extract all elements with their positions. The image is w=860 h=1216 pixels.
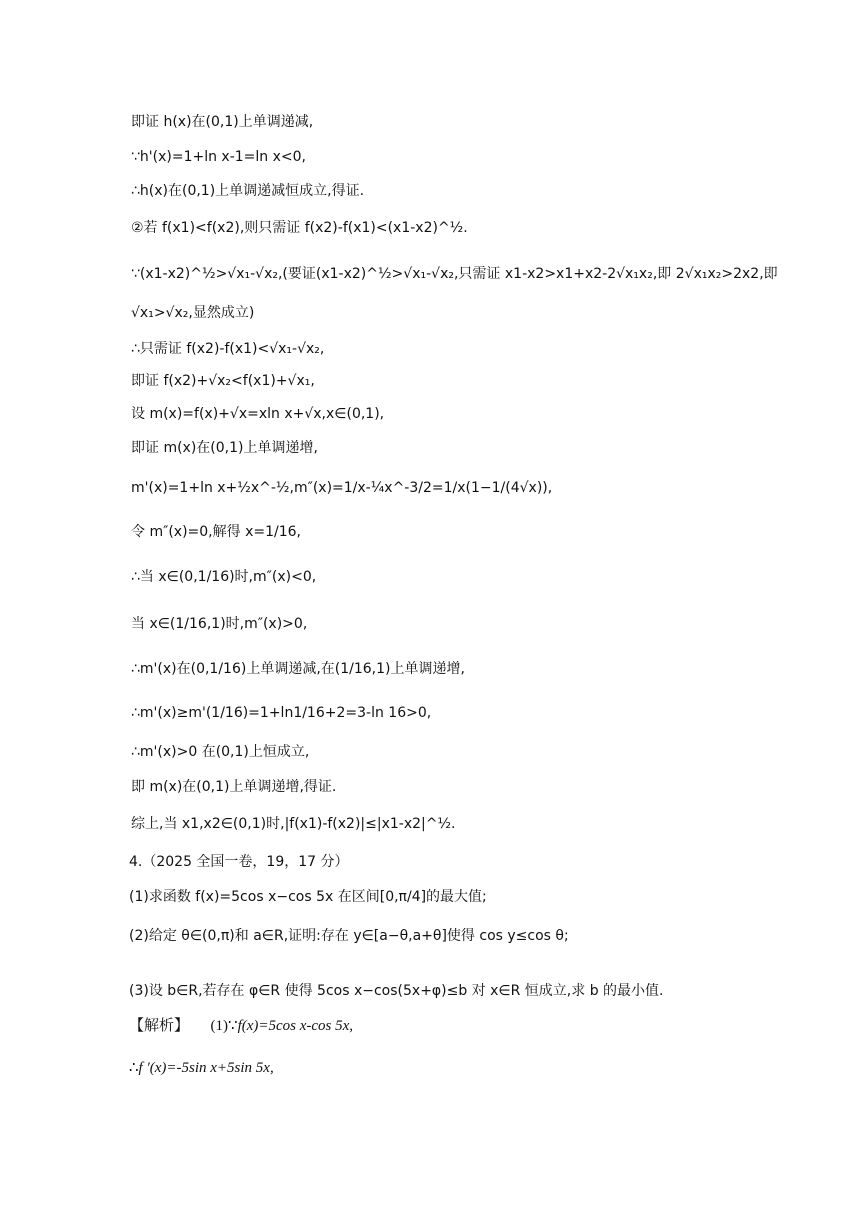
solution-line-2: [129, 1058, 820, 1078]
question-2: (2)给定 θ∈(0,π)和 a∈R,证明:存在 y∈[a−θ,a+θ]使得 cos y≤cos θ;: [129, 928, 569, 944]
proof-line-19: 综上,当 x1,x2∈(0,1)时,|f(x1)-f(x2)|≤|x1-x2|^½.: [131, 816, 456, 832]
solution-step1-prefix: (1)∵: [210, 1018, 238, 1034]
proof-line-2: ∵h'(x)=1+ln x-1=ln x<0,: [131, 149, 306, 165]
solution-line-1: [129, 1016, 820, 1036]
proof-line-17: ∴m'(x)>0 在(0,1)上恒成立,: [131, 744, 310, 760]
proof-line-6: √x₁>√x₂,显然成立): [131, 305, 255, 321]
solution-step1-body: f(x)=5cos x-cos 5x,: [237, 1018, 354, 1034]
proof-line-14: 当 x∈(1/16,1)时,m″(x)>0,: [131, 616, 308, 632]
proof-line-10: 即证 m(x)在(0,1)上单调递增,: [131, 440, 318, 456]
proof-line-1: 即证 h(x)在(0,1)上单调递减,: [131, 114, 314, 130]
proof-line-4: ②若 f(x1)<f(x2),则只需证 f(x2)-f(x1)<(x1-x2)^½.: [131, 220, 468, 236]
proof-line-8: 即证 f(x2)+√x₂<f(x1)+√x₁,: [131, 373, 315, 389]
proof-line-9: 设 m(x)=f(x)+√x=xln x+√x,x∈(0,1),: [131, 406, 385, 422]
solution-label: 【解析】: [129, 1018, 190, 1034]
proof-line-11: m'(x)=1+ln x+½x^-½,m″(x)=1/x-¼x^-3/2=1/x(1−1/(4√x)),: [131, 480, 553, 496]
question-1: (1)求函数 f(x)=5cos x−cos 5x 在区间[0,π/4]的最大值;: [129, 889, 487, 905]
question-3: (3)设 b∈R,若存在 φ∈R 使得 5cos x−cos(5x+φ)≤b 对 x∈R 恒成立,求 b 的最小值.: [129, 983, 664, 999]
proof-line-12: 令 m″(x)=0,解得 x=1/16,: [131, 524, 301, 540]
proof-line-13: ∴当 x∈(0,1/16)时,m″(x)<0,: [131, 569, 317, 585]
proof-line-16: ∴m'(x)≥m'(1/16)=1+ln1/16+2=3-ln 16>0,: [131, 705, 432, 721]
solution-step2-body: f ′(x)=-5sin x+5sin 5x,: [138, 1060, 274, 1076]
proof-line-5: ∵(x1-x2)^½>√x₁-√x₂,(要证(x1-x2)^½>√x₁-√x₂,只需证 x1-x2>x1+x2-2√x₁x₂,即 2√x₁x₂>2x2,即: [131, 266, 778, 282]
proof-line-3: ∴h(x)在(0,1)上单调递减恒成立,得证.: [131, 183, 365, 199]
problem-header: 4.（2025 全国一卷，19，17 分）: [129, 854, 349, 870]
proof-line-15: ∴m'(x)在(0,1/16)上单调递减,在(1/16,1)上单调递增,: [131, 661, 465, 677]
proof-line-7: ∴只需证 f(x2)-f(x1)<√x₁-√x₂,: [131, 341, 325, 357]
proof-line-18: 即 m(x)在(0,1)上单调递增,得证.: [131, 779, 337, 795]
solution-step2-prefix: ∴: [129, 1060, 139, 1076]
